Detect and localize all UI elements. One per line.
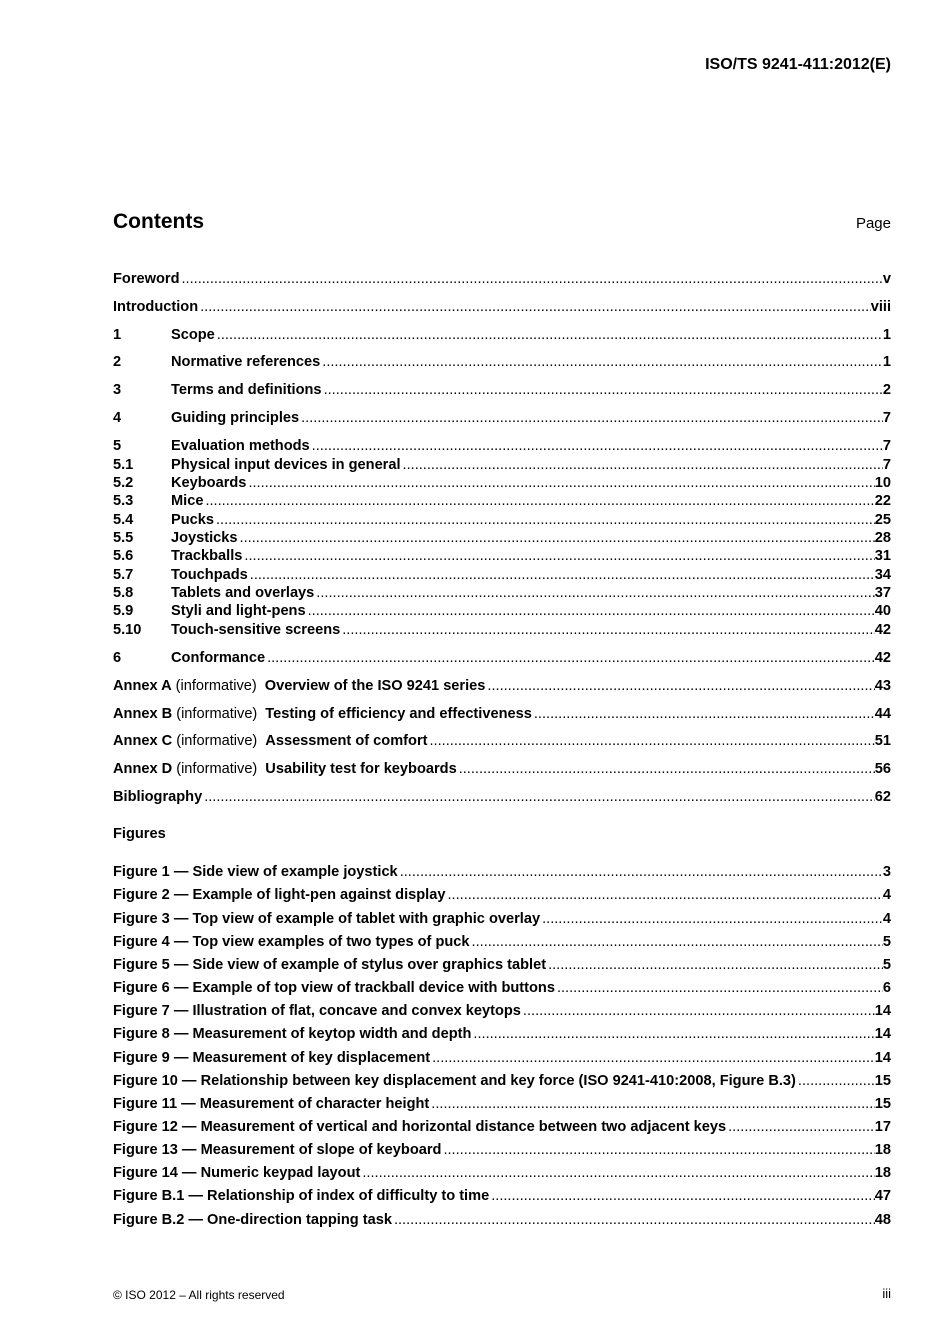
figures-heading: Figures — [113, 826, 166, 842]
toc-entry-page: 34 — [874, 567, 891, 583]
toc-entry-page: 1 — [882, 327, 891, 343]
dot-leader — [198, 298, 871, 316]
dot-leader — [532, 705, 875, 723]
dot-leader — [238, 529, 875, 547]
toc-entry-title: Guiding principles — [171, 410, 300, 426]
toc-entry-title: Bibliography — [113, 789, 203, 805]
toc-entry-clause-5-9[interactable] — [113, 602, 891, 620]
dot-leader — [248, 566, 875, 584]
toc-entry-page: 62 — [874, 789, 891, 805]
toc-entry-title: Assessment of comfort — [265, 733, 428, 749]
figure-entry-title: Figure 10 — Relationship between key displacement and key force (ISO 9241-410:2008, Figure B.3) — [113, 1073, 796, 1089]
figure-entry-3[interactable] — [113, 910, 891, 928]
figure-entry-title: Figure 13 — Measurement of slope of keyboard — [113, 1142, 442, 1158]
dot-leader — [471, 1025, 874, 1043]
toc-entry-number: 5.1 — [113, 457, 134, 473]
toc-entry-title: Physical input devices in general — [171, 457, 401, 473]
toc-entry-page: 1 — [882, 354, 891, 370]
dot-leader — [203, 492, 874, 510]
dot-leader — [457, 760, 875, 778]
figure-entry-title: Figure 8 — Measurement of keytop width and depth — [113, 1026, 472, 1042]
toc-entry-page: 31 — [874, 548, 891, 564]
figure-entry-page: 18 — [874, 1142, 891, 1158]
figure-entry-title: Figure 11 — Measurement of character height — [113, 1096, 430, 1112]
toc-entry-clause-5[interactable] — [113, 437, 891, 455]
figure-entry-page: 14 — [874, 1050, 891, 1066]
annex-label: Annex B — [113, 706, 173, 722]
toc-entry-number: 5.6 — [113, 548, 134, 564]
toc-entry-clause-5-1[interactable] — [113, 456, 891, 474]
figure-entry-page: 18 — [874, 1165, 891, 1181]
toc-entry-clause-5-3[interactable] — [113, 492, 891, 510]
toc-entry-clause-5-2[interactable] — [113, 474, 891, 492]
toc-entry-number: 5.9 — [113, 603, 134, 619]
figure-entry-title: Figure 1 — Side view of example joystick — [113, 864, 398, 880]
toc-entry-page: 2 — [882, 382, 891, 398]
dot-leader — [441, 1141, 874, 1159]
document-id: ISO/TS 9241-411:2012(E) — [705, 56, 891, 73]
toc-entry-clause-1[interactable] — [113, 326, 891, 344]
toc-entry-bibliography[interactable] — [113, 788, 891, 806]
toc-entry-annex-d[interactable] — [113, 760, 891, 778]
dot-leader — [360, 1164, 874, 1182]
figure-entry-13[interactable] — [113, 1141, 891, 1159]
dot-leader — [214, 511, 875, 529]
toc-entry-page: 40 — [874, 603, 891, 619]
figure-entry-page: 5 — [882, 957, 891, 973]
toc-entry-clause-6[interactable] — [113, 649, 891, 667]
figure-entry-page: 4 — [882, 911, 891, 927]
toc-entry-page: 25 — [874, 512, 891, 528]
toc-entry-foreword[interactable] — [113, 270, 891, 288]
toc-entry-clause-4[interactable] — [113, 409, 891, 427]
toc-entry-title: Conformance — [171, 650, 266, 666]
figure-entry-4[interactable] — [113, 933, 891, 951]
toc-entry-title: Usability test for keyboards — [265, 761, 457, 777]
annex-type: (informative) — [176, 706, 258, 722]
toc-entry-page: 44 — [874, 706, 891, 722]
toc-entry-page: 7 — [882, 410, 891, 426]
toc-entry-page: 7 — [882, 457, 891, 473]
dot-leader — [215, 326, 883, 344]
toc-entry-title: Evaluation methods — [171, 438, 310, 454]
toc-entry-number: 5.5 — [113, 530, 134, 546]
figure-entry-title: Figure 14 — Numeric keypad layout — [113, 1165, 361, 1181]
figure-entry-page: 5 — [882, 934, 891, 950]
figure-entry-title: Figure 3 — Top view of example of tablet with graphic overlay — [113, 911, 541, 927]
dot-leader — [310, 437, 883, 455]
dot-leader — [726, 1118, 875, 1136]
toc-entry-number: 1 — [113, 327, 122, 343]
annex-label: Annex A — [113, 678, 172, 694]
toc-entry-number: 4 — [113, 410, 122, 426]
dot-leader — [398, 863, 883, 881]
toc-entry-page: v — [882, 271, 891, 287]
dot-leader — [320, 353, 883, 371]
copyright-notice: © ISO 2012 – All rights reserved — [113, 1288, 285, 1302]
toc-entry-page: viii — [870, 299, 891, 315]
toc-entry-page: 37 — [874, 585, 891, 601]
figure-entry-14[interactable] — [113, 1164, 891, 1182]
toc-entry-number: 5.8 — [113, 585, 134, 601]
toc-entry-clause-3[interactable] — [113, 381, 891, 399]
toc-entry-number: 3 — [113, 382, 122, 398]
toc-entry-clause-5-10[interactable] — [113, 621, 891, 639]
figure-entry-page: 48 — [874, 1212, 891, 1228]
dot-leader — [555, 979, 883, 997]
toc-entry-page: 7 — [882, 438, 891, 454]
figure-entry-title: Figure 12 — Measurement of vertical and horizontal distance between two adjacent keys — [113, 1119, 727, 1135]
toc-entry-title: Keyboards — [171, 475, 247, 491]
annex-label: Annex D — [113, 761, 173, 777]
dot-leader — [430, 1049, 875, 1067]
figure-entry-title: Figure 5 — Side view of example of stylus over graphics tablet — [113, 957, 547, 973]
figure-entry-page: 15 — [874, 1073, 891, 1089]
figure-entry-8[interactable] — [113, 1025, 891, 1043]
dot-leader — [521, 1002, 875, 1020]
toc-entry-title: Pucks — [171, 512, 214, 528]
dot-leader — [314, 584, 874, 602]
dot-leader — [306, 602, 875, 620]
toc-entry-clause-5-5[interactable] — [113, 529, 891, 547]
figure-entry-title: Figure B.2 — One-direction tapping task — [113, 1212, 392, 1228]
figure-entry-12[interactable] — [113, 1118, 891, 1136]
figure-entry-2[interactable] — [113, 886, 891, 904]
figure-entry-page: 6 — [882, 980, 891, 996]
figure-entry-5[interactable] — [113, 956, 891, 974]
annex-type: (informative) — [176, 733, 258, 749]
dot-leader — [299, 409, 883, 427]
figure-entry-b1[interactable] — [113, 1187, 891, 1205]
contents-title: Contents — [113, 210, 204, 233]
toc-entry-annex-c[interactable] — [113, 732, 891, 750]
dot-leader — [445, 886, 882, 904]
figure-entry-page: 17 — [874, 1119, 891, 1135]
toc-entry-title: Styli and light-pens — [171, 603, 306, 619]
toc-entry-clause-5-4[interactable] — [113, 511, 891, 529]
toc-entry-title: Overview of the ISO 9241 series — [264, 678, 486, 694]
contents-header — [113, 210, 891, 234]
dot-leader — [265, 649, 875, 667]
toc-entry-number: 5.4 — [113, 512, 134, 528]
figure-entry-title: Figure 6 — Example of top view of trackball device with buttons — [113, 980, 555, 996]
toc-entry-introduction[interactable] — [113, 298, 891, 316]
toc-entry-page: 28 — [874, 530, 891, 546]
toc-entry-annex-a[interactable] — [113, 677, 891, 695]
dot-leader — [489, 1187, 875, 1205]
toc-entry-number: 5.3 — [113, 493, 134, 509]
dot-leader — [796, 1072, 875, 1090]
toc-entry-number: 6 — [113, 650, 122, 666]
dot-leader — [202, 788, 875, 806]
toc-entry-clause-2[interactable] — [113, 353, 891, 371]
toc-entry-page: 42 — [874, 650, 891, 666]
dot-leader — [485, 677, 874, 695]
toc-entry-title: Trackballs — [171, 548, 243, 564]
figure-entry-page: 3 — [882, 864, 891, 880]
toc-entry-page: 56 — [874, 761, 891, 777]
page-column-label: Page — [855, 215, 891, 232]
annex-type: (informative) — [175, 678, 257, 694]
toc-entry-number: 5.7 — [113, 567, 134, 583]
figure-entry-title: Figure 7 — Illustration of flat, concave and convex keytops — [113, 1003, 521, 1019]
toc-entry-page: 51 — [874, 733, 891, 749]
annex-label: Annex C — [113, 733, 173, 749]
figure-entry-b2[interactable] — [113, 1211, 891, 1229]
toc-entry-title: Joysticks — [171, 530, 238, 546]
toc-entry-title: Introduction — [113, 299, 199, 315]
toc-entry-clause-5-6[interactable] — [113, 547, 891, 565]
figure-entry-title: Figure B.1 — Relationship of index of difficulty to time — [113, 1188, 490, 1204]
toc-entry-number: 5 — [113, 438, 122, 454]
toc-entry-number: 5.10 — [113, 622, 142, 638]
toc-entry-title: Foreword — [113, 271, 180, 287]
figure-entry-title: Figure 9 — Measurement of key displacement — [113, 1050, 431, 1066]
figure-entry-page: 15 — [874, 1096, 891, 1112]
dot-leader — [428, 732, 875, 750]
toc-entry-title: Scope — [171, 327, 215, 343]
toc-entry-title: Testing of efficiency and effectiveness — [265, 706, 532, 722]
toc-entry-number: 5.2 — [113, 475, 134, 491]
figure-entry-11[interactable] — [113, 1095, 891, 1113]
dot-leader — [546, 956, 883, 974]
toc-entry-clause-5-8[interactable] — [113, 584, 891, 602]
toc-entry-page: 43 — [874, 678, 891, 694]
figure-entry-10[interactable] — [113, 1072, 891, 1090]
dot-leader — [401, 456, 883, 474]
toc-entry-title: Touchpads — [171, 567, 248, 583]
toc-entry-number: 2 — [113, 354, 122, 370]
toc-entry-title: Mice — [171, 493, 204, 509]
toc-entry-title: Terms and definitions — [171, 382, 322, 398]
figure-entry-title: Figure 2 — Example of light-pen against display — [113, 887, 446, 903]
dot-leader — [392, 1211, 875, 1229]
toc-entry-clause-5-7[interactable] — [113, 566, 891, 584]
annex-type: (informative) — [176, 761, 258, 777]
toc-entry-annex-b[interactable] — [113, 705, 891, 723]
figure-entry-7[interactable] — [113, 1002, 891, 1020]
page-number: iii — [882, 1286, 891, 1301]
toc-entry-page: 22 — [874, 493, 891, 509]
toc-entry-page: 10 — [874, 475, 891, 491]
figure-entry-1[interactable] — [113, 863, 891, 881]
figure-entry-9[interactable] — [113, 1049, 891, 1067]
figure-entry-page: 14 — [874, 1026, 891, 1042]
toc-entry-title: Tablets and overlays — [171, 585, 315, 601]
toc-entry-page: 42 — [874, 622, 891, 638]
toc-entry-title: Touch-sensitive screens — [171, 622, 341, 638]
dot-leader — [179, 270, 882, 288]
dot-leader — [540, 910, 883, 928]
figure-entry-page: 47 — [874, 1188, 891, 1204]
dot-leader — [322, 381, 883, 399]
dot-leader — [429, 1095, 874, 1113]
figure-entry-title: Figure 4 — Top view examples of two types of puck — [113, 934, 470, 950]
dot-leader — [470, 933, 883, 951]
dot-leader — [242, 547, 874, 565]
figure-entry-page: 4 — [882, 887, 891, 903]
figure-entry-6[interactable] — [113, 979, 891, 997]
dot-leader — [340, 621, 875, 639]
figure-entry-page: 14 — [874, 1003, 891, 1019]
toc-entry-title: Normative references — [171, 354, 321, 370]
dot-leader — [246, 474, 874, 492]
